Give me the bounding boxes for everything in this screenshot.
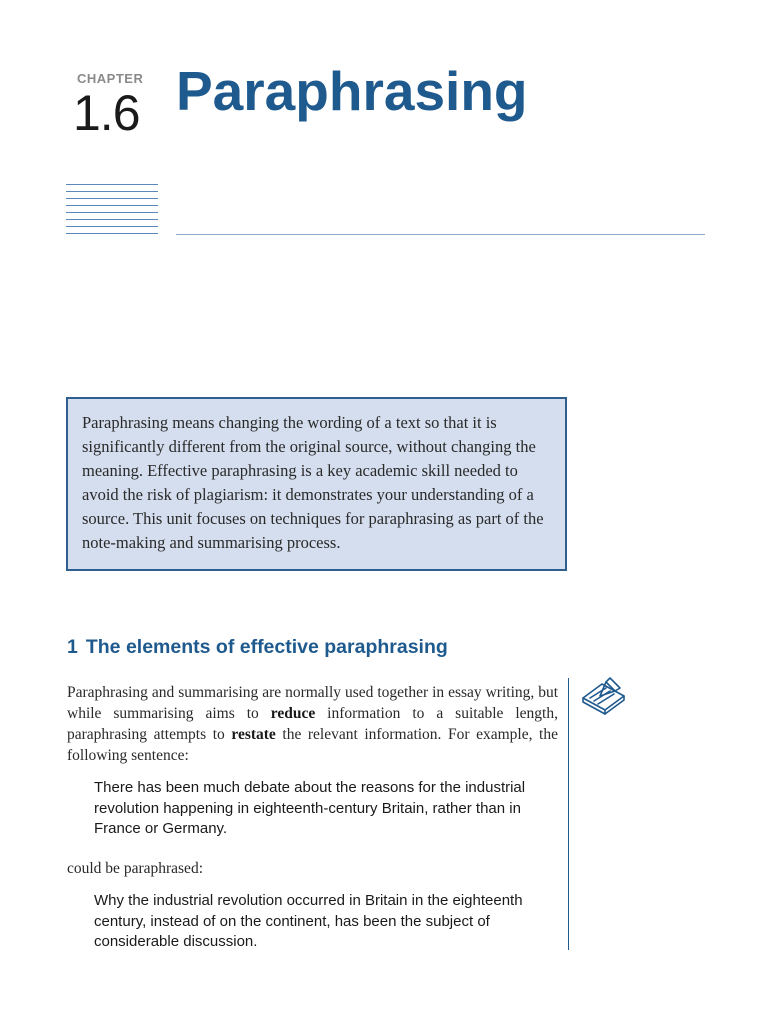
connector-text: could be paraphrased: — [67, 860, 203, 877]
chapter-label: CHAPTER — [77, 71, 144, 86]
section-heading-text: The elements of effective paraphrasing — [85, 636, 448, 658]
example-sentence: There has been much debate about the reasons for the industrial revolution happening in eighteenth-century Britain, rather than in France or Germany. — [94, 779, 526, 837]
chapter-number: 1.6 — [73, 85, 140, 141]
section-heading — [67, 636, 448, 659]
section-number: 1 — [67, 636, 78, 658]
page-title: Paraphrasing — [176, 60, 528, 122]
bold-reduce: reduce — [270, 705, 316, 722]
margin-rule — [568, 678, 569, 950]
header-rule — [176, 234, 705, 235]
decorative-stripes — [66, 184, 158, 240]
section-paragraph: Paraphrasing and summarising are normally used together in essay writing, but while summarising aims to reduce information to a suitable length, paraphrasing attempts to restate the relevant information. For example, the following sentence: — [67, 684, 558, 764]
intro-text: Paraphrasing means changing the wording of a text so that it is significantly different from the original source, without changing the meaning. Effective paraphrasing is a key academic skill needed to avoid the risk of plagiarism: it demonstrates your understanding of a source. This unit focuses on techniques for paraphrasing as part of the note-making and summarising process. — [82, 413, 544, 552]
bold-restate: restate — [231, 726, 276, 743]
paraphrased-sentence: Why the industrial revolution occurred in Britain in the eighteenth century, instead of on the continent, has been the subject of considerable discussion. — [94, 892, 523, 950]
writing-task-icon — [580, 676, 628, 716]
intro-box — [66, 397, 567, 571]
